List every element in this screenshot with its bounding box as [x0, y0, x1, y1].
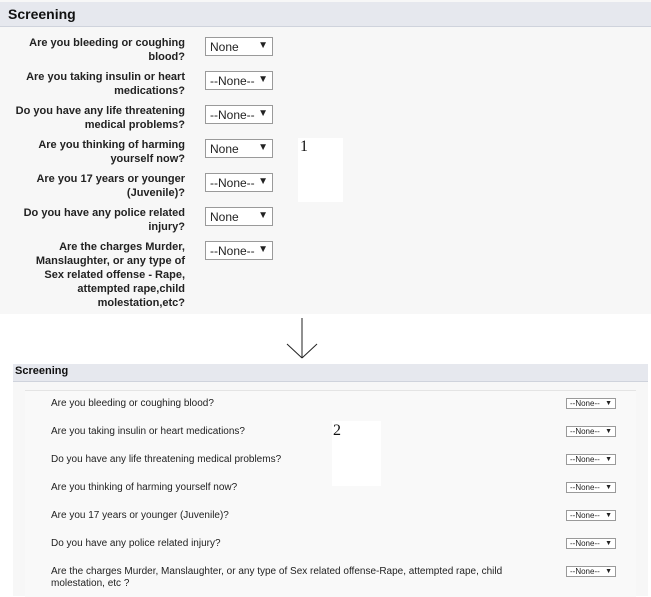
section-title: Screening	[15, 365, 69, 377]
question-label-juvenile: Are you 17 years or younger (Juvenile)?	[51, 510, 229, 521]
answer-dropdown[interactable]: --None-- ▼	[566, 454, 616, 465]
question-label-harming: Are you thinking of harming yourself now?	[51, 482, 238, 493]
caret-down-icon: ▼	[258, 40, 268, 51]
question-label: Are you bleeding or coughing blood?	[29, 37, 185, 63]
question-label: Are the charges Murder, Manslaughter, or any type of Sex related offense - Rape, attempted rape,child molestation,etc?	[35, 241, 185, 309]
answer-dropdown[interactable]: --None-- ▼	[205, 71, 273, 90]
answer-dropdown[interactable]: --None-- ▼	[566, 482, 616, 493]
answer-dropdown[interactable]: --None-- ▼	[566, 426, 616, 437]
question-label-insulin: Are you taking insulin or heart medications?	[51, 426, 245, 437]
answer-dropdown[interactable]: None ▼	[205, 207, 273, 226]
section-header	[0, 2, 651, 27]
question-label-bleeding: Are you bleeding or coughing blood?	[51, 398, 214, 409]
question-label: Are you taking insulin or heart medications?	[26, 71, 185, 97]
caret-down-icon: ▼	[258, 74, 268, 85]
answer-dropdown[interactable]: --None-- ▼	[205, 241, 273, 260]
question-label-charges: Are the charges Murder, Manslaughter, or any type of Sex related offense-Rape, attempted rape, child molestation, etc ?	[51, 566, 503, 589]
caret-down-icon: ▼	[605, 540, 612, 547]
screening-panel-after	[13, 364, 648, 596]
caret-down-icon: ▼	[605, 456, 612, 463]
answer-dropdown[interactable]: --None-- ▼	[566, 538, 616, 549]
question-label-life-threatening: Do you have any life threatening medical problems?	[51, 454, 282, 465]
caret-down-icon: ▼	[258, 108, 268, 119]
caret-down-icon: ▼	[605, 400, 612, 407]
questions-container	[25, 390, 636, 597]
caret-down-icon: ▼	[605, 484, 612, 491]
caret-down-icon: ▼	[258, 176, 268, 187]
caret-down-icon: ▼	[605, 428, 612, 435]
answer-dropdown[interactable]: --None-- ▼	[205, 105, 273, 124]
question-label: Do you have any police related injury?	[23, 207, 185, 233]
caret-down-icon: ▼	[258, 244, 268, 255]
answer-dropdown[interactable]: --None-- ▼	[205, 173, 273, 192]
answer-dropdown[interactable]: --None-- ▼	[566, 398, 616, 409]
answer-dropdown[interactable]: --None-- ▼	[566, 510, 616, 521]
answer-dropdown[interactable]: None ▼	[205, 37, 273, 56]
answer-dropdown[interactable]: None ▼	[205, 139, 273, 158]
question-label: Are you 17 years or younger (Juvenile)?	[36, 173, 185, 199]
question-label: Do you have any life threatening medical problems?	[15, 105, 185, 131]
figure-marker: 1	[300, 138, 308, 155]
section-header	[13, 364, 648, 382]
caret-down-icon: ▼	[605, 568, 612, 575]
figure-marker: 2	[333, 422, 341, 439]
answer-dropdown[interactable]: --None-- ▼	[566, 566, 616, 577]
question-label: Are you thinking of harming yourself now?	[38, 139, 185, 165]
down-arrow-icon	[284, 314, 320, 362]
caret-down-icon: ▼	[605, 512, 612, 519]
question-label-police-injury: Do you have any police related injury?	[51, 538, 221, 549]
section-title: Screening	[8, 6, 76, 22]
caret-down-icon: ▼	[258, 142, 268, 153]
caret-down-icon: ▼	[258, 210, 268, 221]
